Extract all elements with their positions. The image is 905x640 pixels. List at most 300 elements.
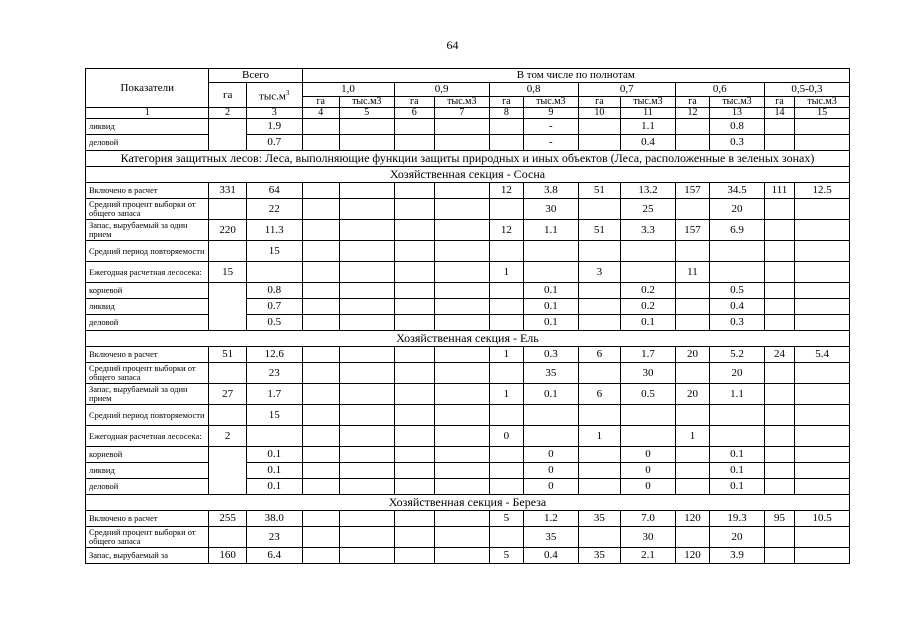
column-number: 8 <box>489 108 523 119</box>
table-cell: 34.5 <box>710 183 765 199</box>
table-cell: 1 <box>578 426 620 447</box>
table-cell <box>302 119 339 135</box>
table-cell <box>339 299 394 315</box>
table-cell <box>764 119 794 135</box>
table-cell <box>209 199 246 220</box>
table-row <box>86 315 850 331</box>
table-row <box>86 299 850 315</box>
table-cell <box>435 199 490 220</box>
table-cell <box>578 479 620 495</box>
table-row <box>86 511 850 527</box>
table-cell: 1.2 <box>524 511 579 527</box>
table-cell: 5 <box>489 548 523 564</box>
table-cell <box>489 463 523 479</box>
allowable-cut-table <box>85 68 850 564</box>
table-cell: 0.3 <box>710 315 765 331</box>
table-cell: 0.4 <box>621 135 676 151</box>
row-label: Запас, вырубаемый за <box>86 548 209 564</box>
table-cell <box>489 315 523 331</box>
table-cell <box>302 347 339 363</box>
table-cell <box>302 479 339 495</box>
table-cell <box>764 405 794 426</box>
table-cell <box>302 527 339 548</box>
column-number: 3 <box>246 108 302 119</box>
table-cell: 35 <box>524 363 579 384</box>
table-cell: 12.6 <box>246 347 302 363</box>
row-label: Средний процент выборки от общего запаса <box>86 199 209 220</box>
table-cell: 0.4 <box>710 299 765 315</box>
section-header-row <box>86 495 850 511</box>
table-row <box>86 363 850 384</box>
table-cell: 7.0 <box>621 511 676 527</box>
table-cell: 220 <box>209 220 246 241</box>
row-label: Запас, вырубаемый за один прием <box>86 220 209 241</box>
table-cell: 13.2 <box>621 183 676 199</box>
table-cell <box>394 405 434 426</box>
row-label: ликвид <box>86 119 209 135</box>
table-cell <box>764 220 794 241</box>
table-cell: 0 <box>621 479 676 495</box>
table-cell <box>339 315 394 331</box>
table-cell: 1 <box>489 347 523 363</box>
table-cell <box>302 220 339 241</box>
table-cell: 120 <box>675 548 709 564</box>
table-cell <box>675 299 709 315</box>
table-cell <box>302 426 339 447</box>
table-row <box>86 447 850 463</box>
table-cell <box>764 426 794 447</box>
table-cell: 0.7 <box>246 135 302 151</box>
table-cell <box>435 183 490 199</box>
table-cell: 111 <box>764 183 794 199</box>
table-cell <box>339 463 394 479</box>
table-cell: 11.3 <box>246 220 302 241</box>
section-header-row <box>86 331 850 347</box>
table-cell: 3.3 <box>621 220 676 241</box>
table-cell: 20 <box>675 347 709 363</box>
table-cell <box>795 135 850 151</box>
table-cell: 64 <box>246 183 302 199</box>
table-cell <box>209 119 246 135</box>
row-label: Средний процент выборки от общего запаса <box>86 527 209 548</box>
table-cell <box>795 384 850 405</box>
table-cell: 3.9 <box>710 548 765 564</box>
section-title: Хозяйственная секция - Сосна <box>86 167 850 183</box>
table-cell <box>795 447 850 463</box>
table-cell: 0.8 <box>246 283 302 299</box>
row-label: Средний процент выборки от общего запаса <box>86 363 209 384</box>
table-cell <box>578 463 620 479</box>
column-number: 11 <box>621 108 676 119</box>
table-cell: 0.1 <box>710 463 765 479</box>
table-cell: 0.2 <box>621 299 676 315</box>
table-cell: 6.9 <box>710 220 765 241</box>
table-cell <box>209 447 246 463</box>
table-cell <box>394 384 434 405</box>
table-cell <box>302 262 339 283</box>
table-cell <box>524 262 579 283</box>
table-cell <box>764 447 794 463</box>
row-label: корневой <box>86 447 209 463</box>
table-cell <box>302 405 339 426</box>
table-cell <box>339 548 394 564</box>
table-cell: 0.3 <box>524 347 579 363</box>
table-cell <box>339 405 394 426</box>
table-cell <box>675 135 709 151</box>
table-cell <box>339 135 394 151</box>
column-number: 12 <box>675 108 709 119</box>
unit-ha: га <box>578 97 620 108</box>
table-cell <box>435 363 490 384</box>
table-cell <box>394 548 434 564</box>
table-cell <box>435 405 490 426</box>
table-cell <box>394 527 434 548</box>
table-row <box>86 119 850 135</box>
table-cell <box>394 447 434 463</box>
table-cell <box>339 447 394 463</box>
column-number: 10 <box>578 108 620 119</box>
table-cell <box>302 463 339 479</box>
table-row <box>86 463 850 479</box>
table-cell: 1.1 <box>621 119 676 135</box>
table-cell <box>435 262 490 283</box>
table-cell: 0.1 <box>246 447 302 463</box>
table-cell: 0.1 <box>621 315 676 331</box>
header-total-volume: $тыс.м^3$ <box>246 83 302 108</box>
table-cell: 51 <box>578 183 620 199</box>
table-cell <box>489 241 523 262</box>
table-cell: 1 <box>489 262 523 283</box>
unit-ha: га <box>394 97 434 108</box>
table-cell: 35 <box>578 548 620 564</box>
table-cell <box>764 299 794 315</box>
density-header: 0,8 <box>489 83 578 97</box>
row-label: Ежегодная расчетная лесосека: <box>86 426 209 447</box>
table-cell: 95 <box>764 511 794 527</box>
table-cell <box>435 426 490 447</box>
table-cell: 0.1 <box>246 479 302 495</box>
table-cell <box>339 220 394 241</box>
unit-volume: тыс.м3 <box>435 97 490 108</box>
table-cell <box>435 299 490 315</box>
table-cell: - <box>524 135 579 151</box>
table-cell <box>675 241 709 262</box>
table-cell <box>339 511 394 527</box>
row-label: ликвид <box>86 299 209 315</box>
table-cell: 0.2 <box>621 283 676 299</box>
row-label: деловой <box>86 315 209 331</box>
table-cell: 1.1 <box>524 220 579 241</box>
table-cell: 27 <box>209 384 246 405</box>
table-cell <box>578 299 620 315</box>
table-cell <box>394 363 434 384</box>
table-cell: 30 <box>524 199 579 220</box>
table-cell: 0 <box>524 447 579 463</box>
table-cell <box>489 527 523 548</box>
table-cell <box>489 447 523 463</box>
table-cell: 0.1 <box>524 315 579 331</box>
table-cell <box>302 241 339 262</box>
table-cell <box>302 299 339 315</box>
table-cell <box>394 463 434 479</box>
table-row <box>86 548 850 564</box>
table-cell <box>764 283 794 299</box>
table-row <box>86 283 850 299</box>
table-cell: 160 <box>209 548 246 564</box>
table-cell <box>578 283 620 299</box>
table-cell <box>795 262 850 283</box>
row-label: Средний период повторяемости <box>86 405 209 426</box>
column-number: 5 <box>339 108 394 119</box>
unit-volume: тыс.м3 <box>710 97 765 108</box>
unit-ha: га <box>764 97 794 108</box>
table-cell <box>339 363 394 384</box>
table-cell <box>394 347 434 363</box>
section-title: Хозяйственная секция - Ель <box>86 331 850 347</box>
table-cell <box>795 426 850 447</box>
table-cell <box>675 527 709 548</box>
table-cell: 0.1 <box>246 463 302 479</box>
table-cell <box>394 511 434 527</box>
table-cell: 15 <box>246 405 302 426</box>
table-cell <box>435 220 490 241</box>
table-cell: 0 <box>489 426 523 447</box>
table-cell: 5.2 <box>710 347 765 363</box>
table-cell: 12 <box>489 220 523 241</box>
table-cell <box>394 199 434 220</box>
table-cell <box>764 363 794 384</box>
table-cell <box>795 283 850 299</box>
table-cell: 20 <box>710 527 765 548</box>
table-cell <box>578 405 620 426</box>
table-cell <box>394 241 434 262</box>
unit-ha: га <box>675 97 709 108</box>
table-row <box>86 405 850 426</box>
table-cell <box>394 283 434 299</box>
table-cell <box>764 315 794 331</box>
unit-volume: тыс.м3 <box>524 97 579 108</box>
table-cell <box>435 548 490 564</box>
table-cell <box>489 299 523 315</box>
table-cell: 6 <box>578 347 620 363</box>
table-cell <box>394 315 434 331</box>
column-number: 6 <box>394 108 434 119</box>
table-cell <box>302 384 339 405</box>
row-label: Ежегодная расчетная лесосека: <box>86 262 209 283</box>
table-cell <box>302 548 339 564</box>
table-cell <box>578 363 620 384</box>
table-cell <box>795 463 850 479</box>
table-cell: 0.1 <box>710 447 765 463</box>
table-cell: 1 <box>675 426 709 447</box>
table-cell <box>302 283 339 299</box>
table-cell <box>209 527 246 548</box>
table-cell <box>795 299 850 315</box>
table-cell <box>302 315 339 331</box>
unit-volume: тыс.м3 <box>621 97 676 108</box>
table-cell: 35 <box>524 527 579 548</box>
table-cell <box>339 119 394 135</box>
table-cell <box>621 426 676 447</box>
table-cell <box>764 527 794 548</box>
table-cell: 1.7 <box>246 384 302 405</box>
table-cell <box>675 199 709 220</box>
table-cell: 15 <box>209 262 246 283</box>
table-cell: 6 <box>578 384 620 405</box>
category-title: Категория защитных лесов: Леса, выполняющие функции защиты природных и иных объектов (Леса, расположенные в зеленых зонах) <box>86 151 850 167</box>
table-cell <box>394 479 434 495</box>
table-cell <box>339 262 394 283</box>
table-cell: 6.4 <box>246 548 302 564</box>
table-cell <box>578 241 620 262</box>
table-cell: 331 <box>209 183 246 199</box>
header-total: Всего <box>209 69 302 83</box>
table-cell <box>339 199 394 220</box>
table-cell: 19.3 <box>710 511 765 527</box>
table-cell <box>339 241 394 262</box>
table-cell: 120 <box>675 511 709 527</box>
table-cell: 24 <box>764 347 794 363</box>
table-cell: 157 <box>675 220 709 241</box>
table-cell: 10.5 <box>795 511 850 527</box>
table-cell: 51 <box>578 220 620 241</box>
row-label: деловой <box>86 135 209 151</box>
table-cell <box>621 405 676 426</box>
table-cell <box>489 405 523 426</box>
table-cell <box>621 241 676 262</box>
unit-volume: тыс.м3 <box>795 97 850 108</box>
table-cell <box>524 241 579 262</box>
table-cell <box>578 135 620 151</box>
table-cell: 0.5 <box>621 384 676 405</box>
table-cell <box>764 199 794 220</box>
table-cell <box>764 241 794 262</box>
column-number: 7 <box>435 108 490 119</box>
header-by-density: В том числе по полнотам <box>302 69 849 83</box>
table-cell <box>435 527 490 548</box>
table-cell <box>710 426 765 447</box>
row-label: деловой <box>86 479 209 495</box>
table-cell <box>795 405 850 426</box>
row-label: Средний период повторяемости <box>86 241 209 262</box>
table-cell: 12.5 <box>795 183 850 199</box>
table-cell <box>489 479 523 495</box>
table-cell: 20 <box>710 363 765 384</box>
table-cell: 0 <box>524 479 579 495</box>
table-cell <box>435 119 490 135</box>
row-label: корневой <box>86 283 209 299</box>
table-cell <box>435 315 490 331</box>
table-cell <box>339 426 394 447</box>
table-cell <box>435 384 490 405</box>
table-cell <box>435 347 490 363</box>
column-number: 15 <box>795 108 850 119</box>
table-cell: 3 <box>578 262 620 283</box>
table-cell: 20 <box>675 384 709 405</box>
table-cell: 15 <box>246 241 302 262</box>
table-cell <box>524 426 579 447</box>
table-cell <box>795 527 850 548</box>
page-number: 64 <box>446 38 459 52</box>
header-total-ha: га <box>209 83 246 108</box>
table-row <box>86 479 850 495</box>
table-cell: 0.1 <box>524 384 579 405</box>
table-row <box>86 220 850 241</box>
table-cell <box>209 241 246 262</box>
density-header: 0,6 <box>675 83 764 97</box>
table-cell <box>394 426 434 447</box>
density-header: 0,7 <box>578 83 675 97</box>
table-cell <box>795 119 850 135</box>
table-cell <box>524 405 579 426</box>
table-cell <box>246 262 302 283</box>
table-cell: 22 <box>246 199 302 220</box>
table-cell <box>339 527 394 548</box>
table-cell: 0 <box>621 447 676 463</box>
column-number: 13 <box>710 108 765 119</box>
table-cell: 0.1 <box>524 283 579 299</box>
table-cell: 11 <box>675 262 709 283</box>
table-cell <box>394 299 434 315</box>
table-cell <box>302 135 339 151</box>
table-cell <box>489 283 523 299</box>
table-cell <box>435 135 490 151</box>
table-cell <box>394 183 434 199</box>
table-cell <box>795 315 850 331</box>
table-cell <box>710 405 765 426</box>
table-cell: 1 <box>489 384 523 405</box>
table-cell <box>675 315 709 331</box>
density-header: 0,9 <box>394 83 489 97</box>
column-number: 14 <box>764 108 794 119</box>
table-cell: - <box>524 119 579 135</box>
table-cell: 0 <box>621 463 676 479</box>
table-cell <box>489 363 523 384</box>
density-header: 1,0 <box>302 83 394 97</box>
density-header: 0,5-0,3 <box>764 83 849 97</box>
table-cell <box>621 262 676 283</box>
section-header-row <box>86 167 850 183</box>
unit-volume: тыс.м3 <box>339 97 394 108</box>
table-cell <box>209 283 246 299</box>
table-cell <box>710 262 765 283</box>
table-cell: 38.0 <box>246 511 302 527</box>
table-cell: 0 <box>524 463 579 479</box>
table-cell <box>489 135 523 151</box>
table-cell: 23 <box>246 527 302 548</box>
table-cell <box>339 283 394 299</box>
table-cell: 0.5 <box>246 315 302 331</box>
table-cell <box>764 262 794 283</box>
category-row <box>86 151 850 167</box>
table-cell: 35 <box>578 511 620 527</box>
table-cell <box>578 447 620 463</box>
table-cell <box>435 447 490 463</box>
row-label: Запас, вырубаемый за один прием <box>86 384 209 405</box>
table-cell <box>795 363 850 384</box>
table-cell: 23 <box>246 363 302 384</box>
table-cell <box>394 262 434 283</box>
table-cell: 5.4 <box>795 347 850 363</box>
table-cell <box>764 135 794 151</box>
table-cell <box>489 119 523 135</box>
table-cell <box>246 426 302 447</box>
table-cell <box>435 241 490 262</box>
table-cell <box>795 548 850 564</box>
table-cell: 2.1 <box>621 548 676 564</box>
table-cell <box>209 463 246 479</box>
table-cell <box>435 511 490 527</box>
